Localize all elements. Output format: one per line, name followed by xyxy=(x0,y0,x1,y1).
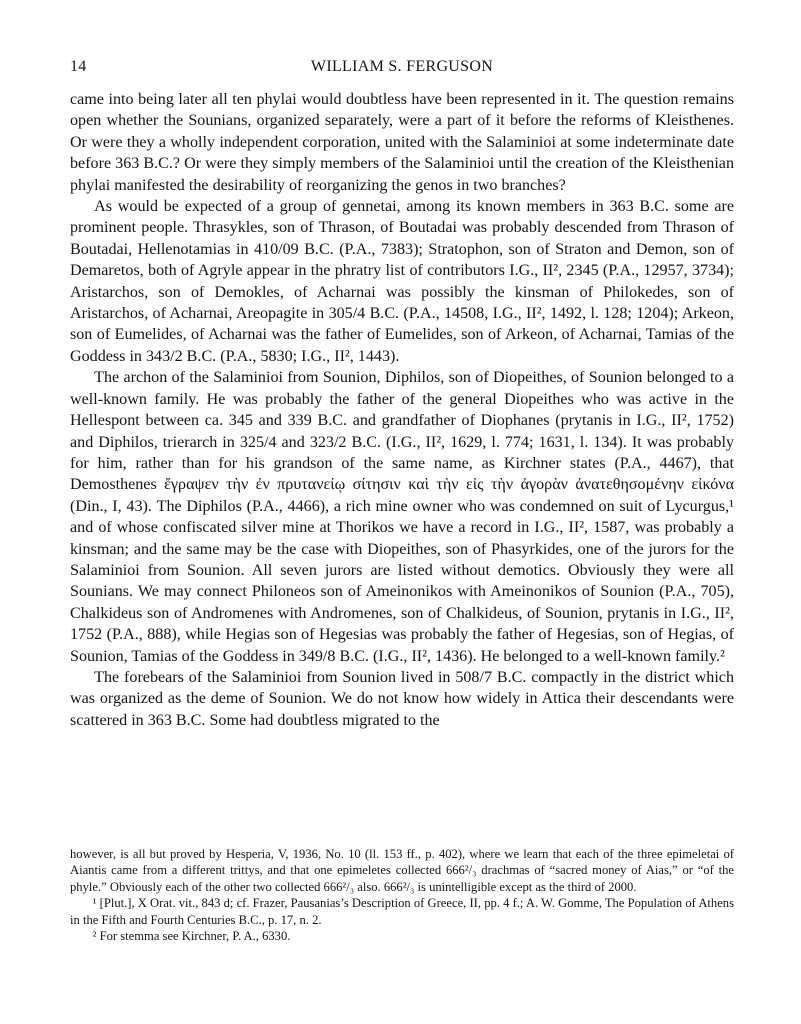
paragraph: The forebears of the Salaminioi from Sounion lived in 508/7 B.C. compactly in the district which was organized as the deme of Sounion. We do not know how widely in Attica their descendants were scattered in 363 B.C. Some had doubtless migrated to the xyxy=(70,668,734,729)
footnote: ² For stemma see Kirchner, P. A., 6330. xyxy=(92,929,291,944)
footnotes xyxy=(70,846,734,944)
paragraph: As would be expected of a group of gennetai, among its known members in 363 B.C. some are prominent people. Thrasykles, son of Thrason, of Boutadai was probably descended from Thrason of Boutadai, Hellenotamias in 410/09 B.C. (P.A., 7383); Stratophon, son of Straton and Demon, son of Demaretos, both of Agryle appear in the phratry list of contributors I.G., II², 2345 (P.A., 12957, 3734); Aristarchos, son of Demokles, of Acharnai was possibly the kinsman of Philokedes, son of Aristarchos, of Acharnai, Areopagite in 305/4 B.C. (P.A., 14508, I.G., II², 1492, l. 128; 1204); Arkeon, son of Eumelides, of Acharnai was the father of Eumelides, son of Arkeon, of Acharnai, Tamias of the Goddess in 343/2 B.C. (P.A., 5830; I.G., II², 1443). xyxy=(70,198,734,365)
page-header xyxy=(70,58,734,80)
paragraph: came into being later all ten phylai would doubtless have been represented in it. The question remains open whether the Sounians, organized separately, were a part of it before the reforms of Kleisthenes. Or were they a wholly independent corporation, united with the Salaminioi at some indeterminate date before 363 B.C.? Or were they simply members of the Salaminioi until the creation of the Kleisthenian phylai manifested the desirability of reorganizing the genos in two branches? xyxy=(70,91,734,194)
paragraph: The archon of the Salaminioi from Sounion, Diphilos, son of Diopeithes, of Sounion belonged to a well-known family. He was probably the father of the general Diopeithes who was active in the Hellespont between ca. 345 and 339 B.C. and grandfather of Diophanes (prytanis in I.G., II², 1752) and Diphilos, trierarch in 325/4 and 323/2 B.C. (I.G., II², 1629, l. 774; 1631, l. 134). It was probably for him, rather than for his grandson of the same name, as Kirchner states (P.A., 4467), that Demosthenes ἔγραψεν τὴν ἐν πρυτανείῳ σίτησιν καὶ τὴν εἰς τὴν ἀγορὰν ἀνατεθησομένην εἰκόνα (Din., I, 43). The Diphilos (P.A., 4466), a rich mine owner who was condemned on suit of Lycurgus,¹ and of whose confiscated silver mine at Thorikos we have a record in I.G., II², 1587, was probably a kinsman; and the same may be the case with Diopeithes, son of Phasyrkides, one of the jurors for the Salaminioi from Sounion. All seven jurors are listed without demotics. Obviously they were all Sounians. We may connect Philoneos son of Ameinonikos with Ameinonikos of Sounion (P.A., 705), Chalkideus son of Andromenes with Andromenes, son of Chalkideus, of Sounion, prytanis in I.G., II², 1752 (P.A., 888), while Hegias son of Hegesias was probably the father of Hegesias, son of Hegias, of Sounion, Tamias of the Goddess in 349/8 B.C. (I.G., II², 1436). He belonged to a well-known family.² xyxy=(70,369,734,665)
page-number: 14 xyxy=(70,58,87,75)
body-text xyxy=(70,89,734,731)
footnote-continuation: however, is all but proved by Hesperia, V, 1936, No. 10 (ll. 153 ff., p. 402), where we learn that each of the three epimeletai of Aiantis came from a different trittys, and that one epimeletes collected 666²/₃ drachmas of “sacred money of Aias,” or “of the phyle.” Obviously each of the other two collected 666²/₃ also. 666²/₃ is unintelligible except as the third of 2000. xyxy=(70,847,734,894)
running-head: WILLIAM S. FERGUSON xyxy=(310,58,494,75)
footnote: ¹ [Plut.], X Orat. vit., 843 d; cf. Frazer, Pausanias’s Description of Greece, II, pp. 4 f.; A. W. Gomme, The Population of Athens in the Fifth and Fourth Centuries B.C., p. 17, n. 2. xyxy=(70,896,734,927)
